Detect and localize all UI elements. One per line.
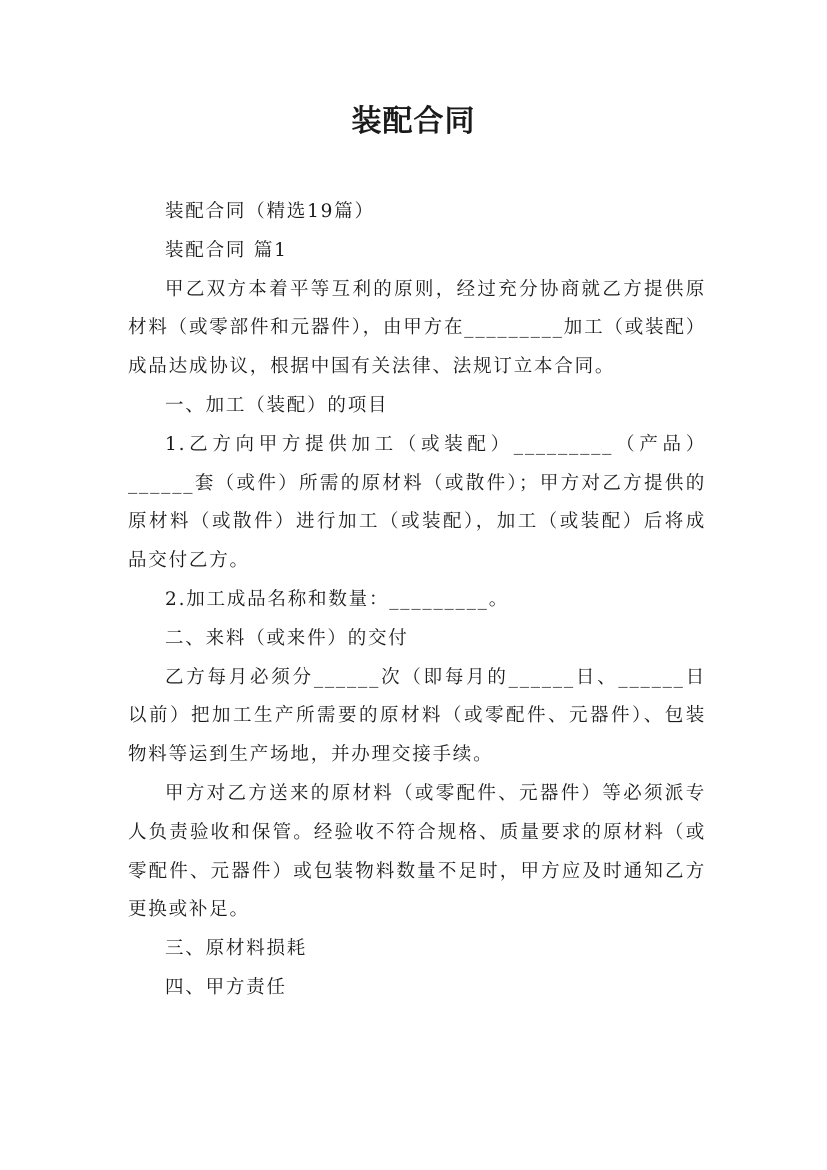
paragraph-preamble: 甲乙双方本着平等互利的原则，经过充分协商就乙方提供原材料（或零部件和元器件），由甲方在_________加工（或装配）成品达成协议，根据中国有关法律、法规订立本合同。 [128,278,706,378]
paragraph-heading-4: 四、甲方责任 [165,976,287,998]
paragraph-clause-2-1: 乙方每月必须分______次（即每月的______日、______日以前）把加工生产所需要的原材料（或零配件、元器件）、包装物料等运到生产场地，并办理交接手续。 [128,666,706,766]
paragraph-section-heading: 装配合同 篇1 [165,239,288,261]
paragraph-clause-1-2: 2.加工成品名称和数量：_________。 [165,588,510,610]
document-body [128,193,706,1008]
document-title: 装配合同 [351,104,476,139]
paragraph-subtitle: 装配合同（精选19篇） [165,201,375,222]
paragraph-clause-1-1: 1.乙方向甲方提供加工（或装配）_________（产品）______套（或件）所需的原材料（或散件）；甲方对乙方提供的原材料（或散件）进行加工（或装配），加工（或装配）后将成品交付乙方。 [128,433,706,572]
paragraph-heading-3: 三、原材料损耗 [165,938,308,960]
paragraph-clause-2-2: 甲方对乙方送来的原材料（或零配件、元器件）等必须派专人负责验收和保管。经验收不符合规格、质量要求的原材料（或零配件、元器件）或包装物料数量不足时，甲方应及时通知乙方更换或补足。 [128,782,706,921]
paragraph-heading-1: 一、加工（装配）的项目 [165,394,389,416]
paragraph-heading-2: 二、来料（或来件）的交付 [165,627,409,649]
